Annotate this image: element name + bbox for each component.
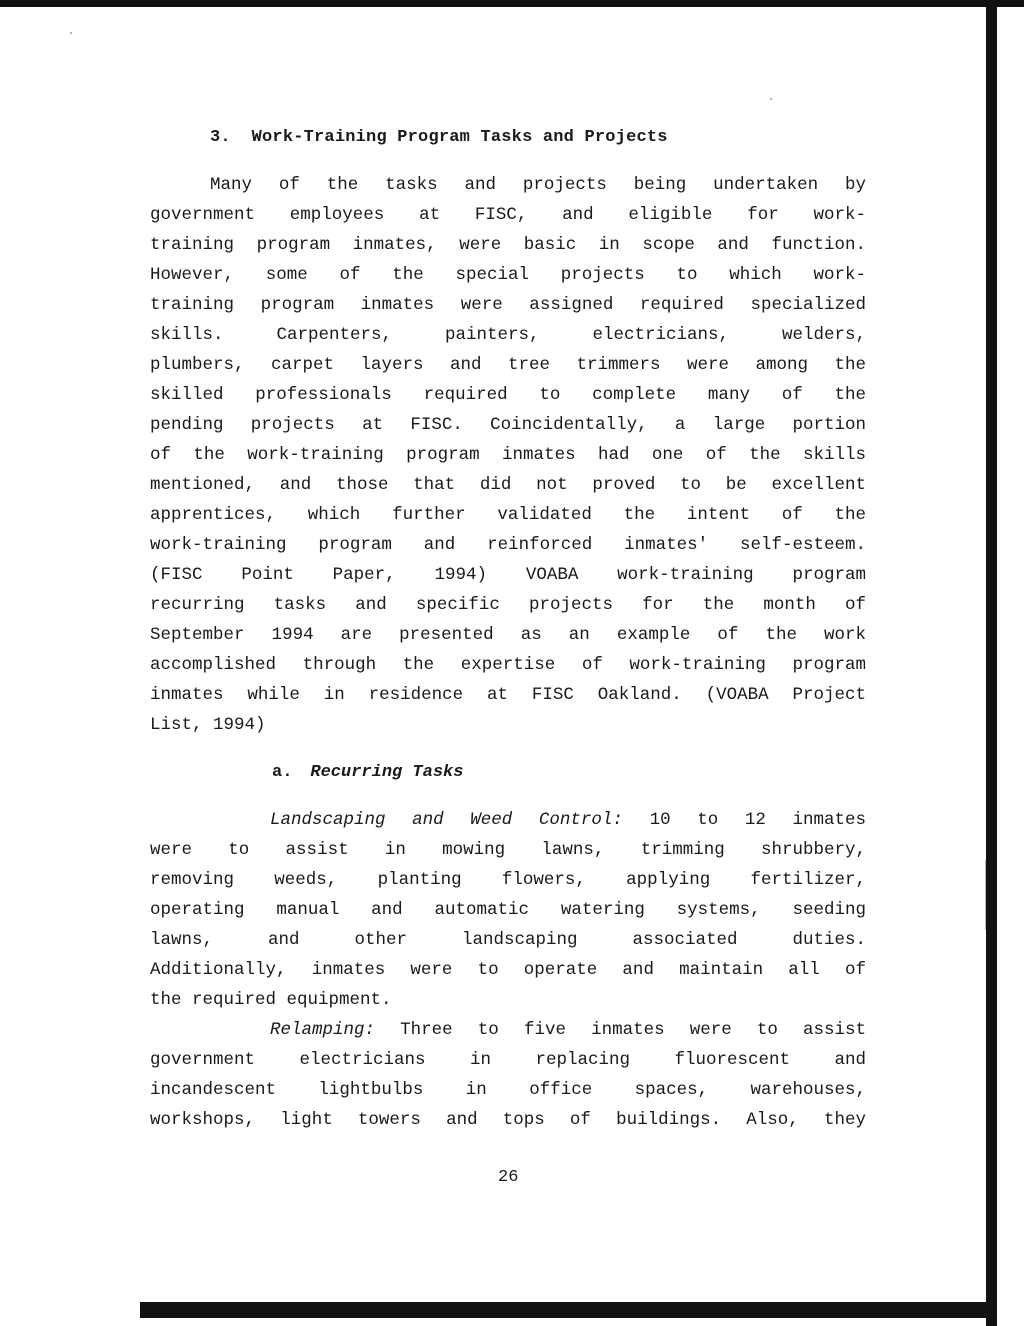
paragraph-line [150,805,866,835]
paragraph-line: mentioned, and those that did not proved to be excellent [150,475,866,495]
subsection-title: Recurring Tasks [310,763,464,782]
paragraph-line: pending projects at FISC. Coincidentally, a large portion [150,415,866,435]
paragraph-line: work-training program and reinforced inmates' self-esteem. [150,535,866,555]
paragraph-line: were to assist in mowing lawns, trimming shrubbery, [150,840,866,860]
paragraph-line: of the work-training program inmates had one of the skills [150,445,866,465]
paragraph-line: inmates while in residence at FISC Oakland. (VOABA Project [150,685,866,705]
section-heading [210,128,668,147]
paragraph-line: training program inmates were assigned required specialized [150,295,866,315]
paragraph-line: skills. Carpenters, painters, electricians, welders, [150,325,866,345]
paragraph-line: September 1994 are presented as an example of the work [150,625,866,645]
paragraph-line: Many of the tasks and projects being undertaken by [210,175,866,195]
run-in-heading: Landscaping and Weed Control: [270,810,623,830]
scan-border-right [986,0,997,1326]
paragraph-line: workshops, light towers and tops of buildings. Also, they [150,1110,866,1130]
paragraph-line: skilled professionals required to complete many of the [150,385,866,405]
run-in-text: 10 to 12 inmates [649,810,866,830]
subsection-heading [272,763,463,782]
relamping-paragraph [150,1015,866,1135]
paragraph-line: training program inmates, were basic in scope and function. [150,235,866,255]
paragraph-line: recurring tasks and specific projects for the month of [150,595,866,615]
section-title: Work-Training Program Tasks and Projects [251,128,668,147]
paragraph-line: the required equipment. [150,990,392,1010]
paragraph-line: (FISC Point Paper, 1994) VOABA work-training program [150,565,866,585]
scan-speck [770,98,772,100]
scan-border-right-notch [990,72,995,102]
paragraph-line [150,1015,866,1045]
paragraph-line: operating manual and automatic watering systems, seeding [150,900,866,920]
paragraph-line: government employees at FISC, and eligible for work- [150,205,866,225]
run-in-heading: Relamping: [270,1020,376,1040]
paragraph-line: plumbers, carpet layers and tree trimmers were among the [150,355,866,375]
paragraph-line: lawns, and other landscaping associated duties. [150,930,866,950]
landscaping-paragraph [150,805,866,1015]
scan-artifact-line [985,860,986,930]
scan-speck [70,32,72,34]
paragraph-line: removing weeds, planting flowers, applying fertilizer, [150,870,866,890]
section-number: 3. [210,128,231,147]
paragraph-line: incandescent lightbulbs in office spaces, warehouses, [150,1080,866,1100]
run-in-text: Three to five inmates were to assist [400,1020,866,1040]
page-number: 26 [498,1168,519,1187]
paragraph-line: apprentices, which further validated the intent of the [150,505,866,525]
paragraph-line: accomplished through the expertise of work-training program [150,655,866,675]
paragraph-line: List, 1994) [150,715,266,735]
paragraph-line: government electricians in replacing fluorescent and [150,1050,866,1070]
subsection-label: a. [272,763,293,782]
scan-border-top [0,0,1024,7]
paragraph-line: Additionally, inmates were to operate and maintain all of [150,960,866,980]
intro-paragraph [150,170,866,740]
scan-border-bottom [140,1302,990,1318]
paragraph-line: However, some of the special projects to which work- [150,265,866,285]
